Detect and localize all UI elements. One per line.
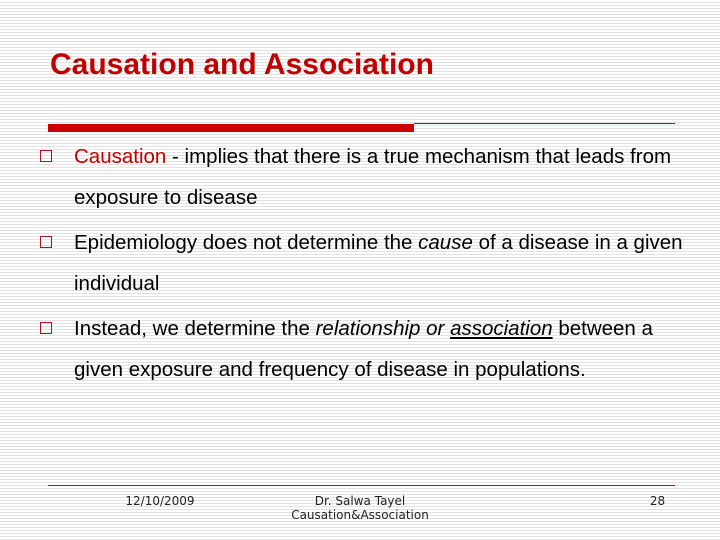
- slide-title: Causation and Association: [50, 48, 434, 81]
- page-number: 28: [649, 494, 666, 508]
- bullet-item: [40, 223, 690, 304]
- square-bullet-icon: [40, 322, 52, 334]
- term-causation: Causation: [74, 145, 167, 168]
- bullet-text: of a disease in a given individual: [74, 231, 683, 295]
- footer-date: 12/10/2009: [125, 494, 195, 508]
- emphasis-cause: cause: [418, 231, 473, 254]
- square-bullet-icon: [40, 150, 52, 162]
- footer-author: Dr. Salwa Tayel: [314, 494, 406, 508]
- bullet-item: [40, 137, 690, 218]
- square-bullet-icon: [40, 236, 52, 248]
- emphasis-relationship: relationship or: [315, 317, 451, 340]
- bullet-text: Instead, we determine the: [74, 317, 316, 340]
- bullet-item: [40, 309, 690, 390]
- footer-divider: [48, 485, 675, 486]
- footer-topic: Causation&Association: [291, 508, 429, 522]
- emphasis-association: association: [450, 317, 553, 340]
- bullet-text: - implies that there is a true mechanism that leads from exposure to disease: [74, 145, 672, 209]
- bullet-text: between a given exposure and frequency of disease in populations.: [74, 317, 653, 381]
- footer-center: [250, 494, 470, 522]
- title-divider-thick: [48, 124, 414, 132]
- title-divider-thin: [414, 123, 675, 124]
- bullet-text: Epidemiology does not determine the: [74, 231, 419, 254]
